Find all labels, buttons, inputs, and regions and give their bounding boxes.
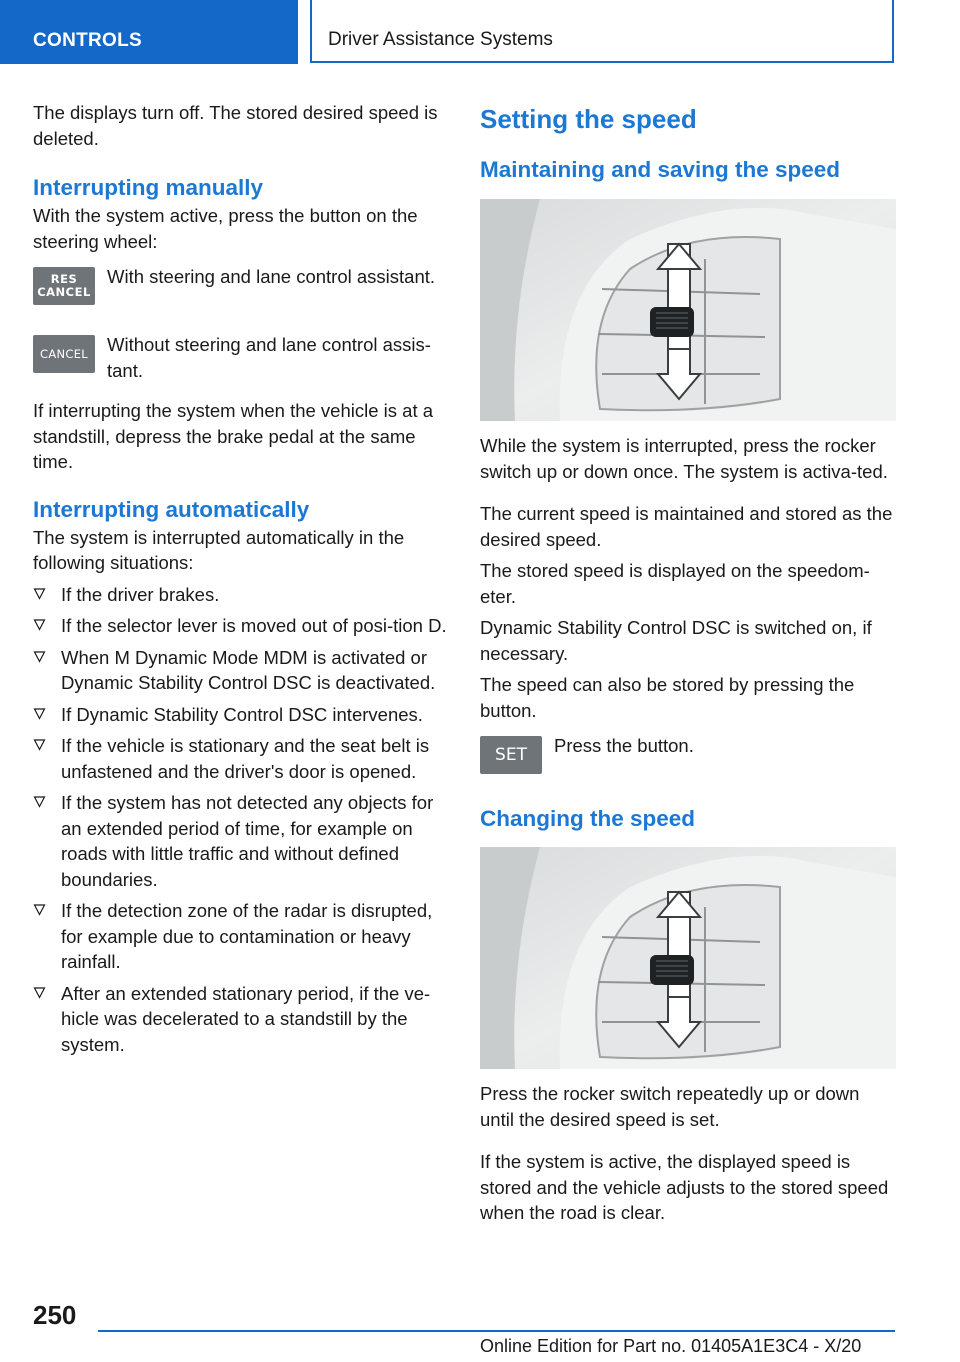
manual-text: With the system active, press the button on the steering wheel: — [33, 205, 418, 252]
list-item: If Dynamic Stability Control DSC intervenes. — [33, 702, 449, 728]
change-p2: If the system is active, the displayed speed is stored and the vehicle adjusts to the stored speed when the road is clear. — [480, 1151, 889, 1223]
auto-situations-list — [33, 582, 449, 1058]
header-section-tab — [0, 0, 298, 64]
left-column — [33, 100, 449, 1057]
triangle-bullet-icon — [33, 795, 46, 808]
triangle-bullet-icon — [33, 738, 46, 751]
list-item: If the detection zone of the radar is disrupted, for example due to contamination or heavy rainfall. — [33, 898, 449, 975]
icon-row-res-cancel — [33, 264, 449, 305]
res-cancel-description: With steering and lane control assistant. — [107, 266, 436, 287]
footer-rule — [98, 1330, 895, 1332]
right-column — [480, 102, 896, 1226]
maintain-p1: While the system is interrupted, press the rocker switch up or down once. The system is activa‐ted. — [480, 435, 888, 482]
triangle-bullet-icon — [33, 986, 46, 999]
res-cancel-button-icon: RES CANCEL — [33, 267, 95, 305]
list-item: After an extended stationary period, if the ve‐hicle was decelerated to a standstill by the system. — [33, 981, 449, 1058]
steering-wheel-rocker-switch-image-2 — [480, 847, 896, 1069]
steering-wheel-rocker-switch-image — [480, 199, 896, 421]
maintain-p3: The stored speed is displayed on the speedom‐eter. — [480, 560, 870, 607]
intro-paragraph: The displays turn off. The stored desired speed is deleted. — [33, 102, 438, 149]
triangle-bullet-icon — [33, 587, 46, 600]
header-section-label: CONTROLS — [33, 30, 143, 51]
heading-setting-the-speed: Setting the speed — [480, 104, 697, 134]
set-description: Press the button. — [554, 735, 694, 756]
cancel-description: Without steering and lane control assis‐tant. — [107, 334, 431, 381]
triangle-bullet-icon — [33, 707, 46, 720]
header-chapter-box — [310, 0, 894, 63]
heading-maintaining-saving: Maintaining and saving the speed — [480, 157, 841, 182]
list-item: If the selector lever is moved out of posi‐tion D. — [33, 613, 449, 639]
triangle-bullet-icon — [33, 650, 46, 663]
heading-changing-the-speed: Changing the speed — [480, 806, 696, 831]
page-number: 250 — [33, 1300, 77, 1330]
heading-interrupting-automatically: Interrupting automatically — [33, 496, 310, 522]
list-item: When M Dynamic Mode MDM is activated or Dynamic Stability Control DSC is deactivated. — [33, 645, 449, 696]
heading-interrupting-manually: Interrupting manually — [33, 175, 264, 200]
set-button-icon: SET — [480, 736, 542, 774]
triangle-bullet-icon — [33, 618, 46, 631]
change-p1: Press the rocker switch repeatedly up or down until the desired speed is set. — [480, 1083, 860, 1130]
triangle-bullet-icon — [33, 903, 46, 916]
maintain-p4: Dynamic Stability Control DSC is switched on, if necessary. — [480, 617, 872, 664]
icon-row-set — [480, 733, 896, 774]
header-chapter-label: Driver Assistance Systems — [328, 29, 553, 50]
standstill-note: If interrupting the system when the vehicle is at a standstill, depress the brake pedal at the same time. — [33, 400, 434, 472]
list-item: If the driver brakes. — [33, 582, 449, 608]
maintain-p2: The current speed is maintained and stored as the desired speed. — [480, 503, 893, 550]
maintain-p5: The speed can also be stored by pressing the button. — [480, 674, 855, 721]
list-item: If the vehicle is stationary and the seat belt is unfastened and the driver's door is opened. — [33, 733, 449, 784]
footer-edition: Online Edition for Part no. 01405A1E3C4 - X/20 — [480, 1336, 862, 1356]
icon-row-cancel — [33, 332, 449, 383]
auto-text: The system is interrupted automatically in the following situations: — [33, 526, 405, 573]
list-item: If the system has not detected any objects for an extended period of time, for example on roads with little traffic and without defined boundaries. — [33, 790, 449, 892]
cancel-button-icon: CANCEL — [33, 335, 95, 373]
